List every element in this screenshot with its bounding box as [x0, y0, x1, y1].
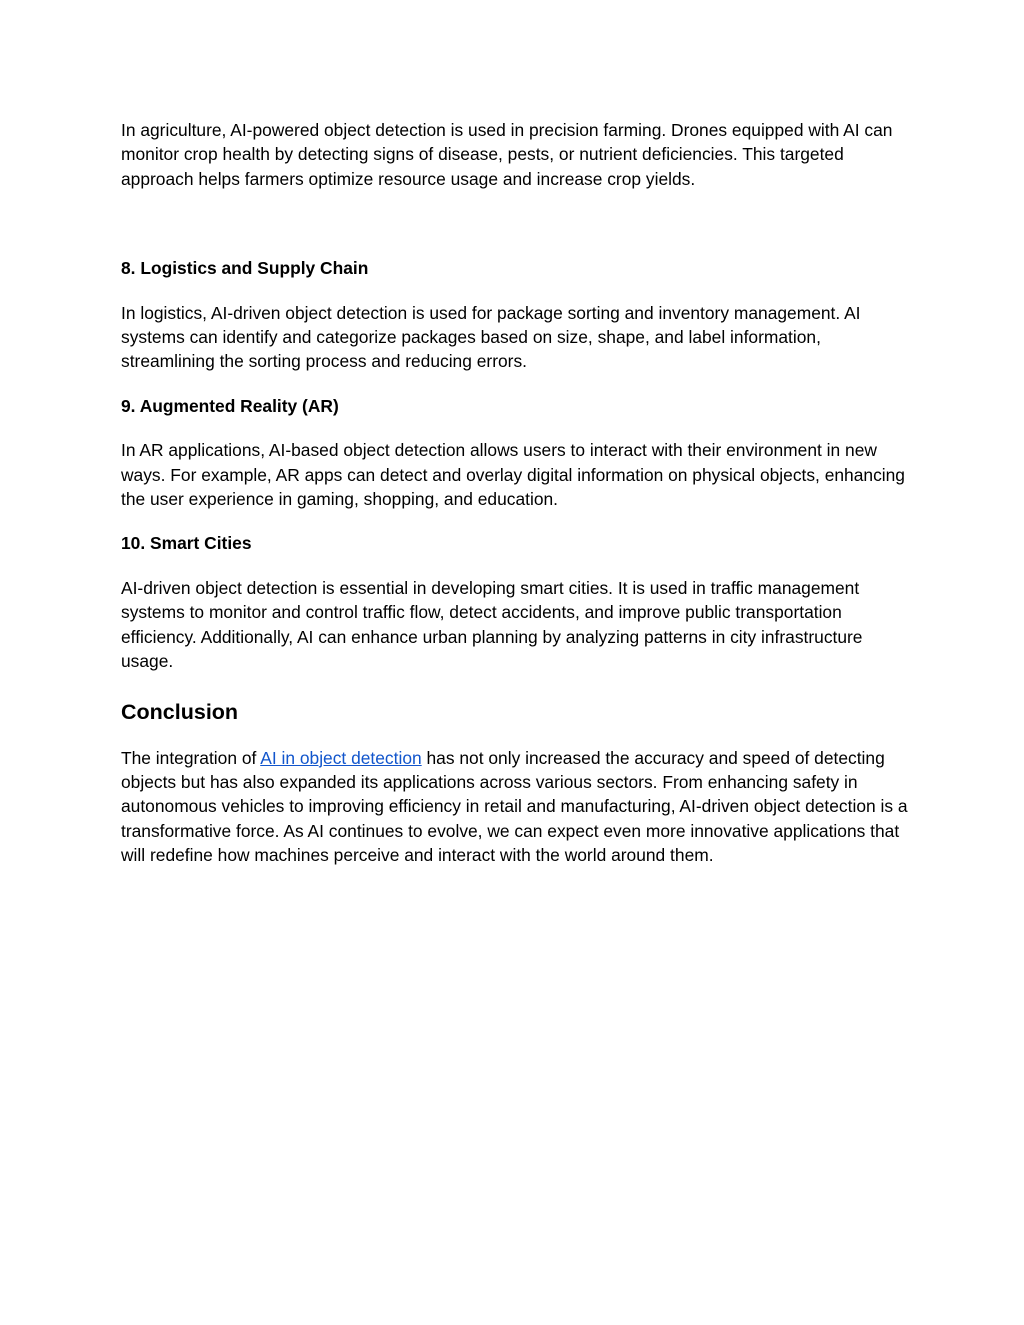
conclusion-paragraph [121, 746, 911, 868]
augmented-reality-paragraph: In AR applications, AI-based object detection allows users to interact with their environment in new ways. For example, AR apps can detect and overlay digital information on physical objects, enhancing the user experience in gaming, shopping, and education. [121, 440, 905, 510]
heading-augmented-reality: 9. Augmented Reality (AR) [121, 395, 339, 416]
conclusion-text-after-link: has not only increased the accuracy and speed of detecting objects but has also expanded its applications across various sectors. From enhancing safety in autonomous vehicles to improving efficiency in retail and manufacturing, AI-driven object detection is a transformative force. As AI continues to evolve, we can expect even more innovative applications that will redefine how machines perceive and interact with the world around them. [121, 747, 908, 866]
agriculture-paragraph: In agriculture, AI-powered object detection is used in precision farming. Drones equipped with AI can monitor crop health by detecting signs of disease, pests, or nutrient deficiencies. This targeted approach helps farmers optimize resource usage and increase crop yields. [121, 120, 893, 189]
ai-object-detection-link[interactable]: AI in object detection [260, 747, 422, 768]
conclusion-text-before-link: The integration of [121, 747, 261, 768]
document-page [121, 118, 911, 868]
logistics-paragraph: In logistics, AI-driven object detection is used for package sorting and inventory management. AI systems can identify and categorize packages based on size, shape, and label information, streamlining the sorting process and reducing errors. [121, 302, 861, 372]
heading-logistics: 8. Logistics and Supply Chain [121, 258, 369, 279]
heading-smart-cities: 10. Smart Cities [121, 533, 252, 554]
smart-cities-paragraph: AI-driven object detection is essential in developing smart cities. It is used in traffic management systems to monitor and control traffic flow, detect accidents, and improve public transportation efficiency. Additionally, AI can enhance urban planning by analyzing patterns in city infrastructure usage. [121, 577, 863, 672]
heading-conclusion: Conclusion [121, 699, 239, 724]
